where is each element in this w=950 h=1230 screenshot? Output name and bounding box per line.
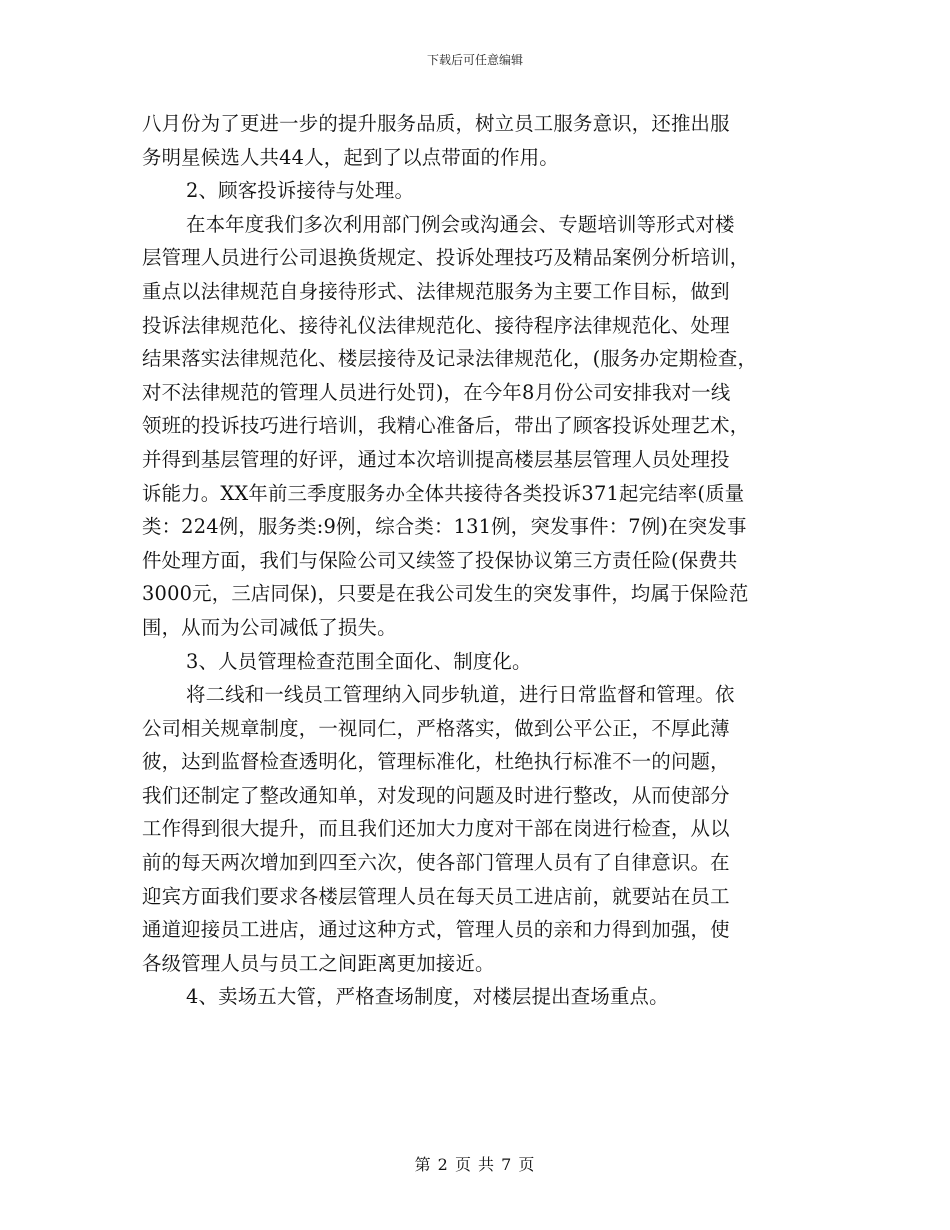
text-line: 通道迎接员工进店，通过这种方式，管理人员的亲和力得到加强，使 (142, 918, 730, 942)
document-body (142, 107, 822, 1014)
text-line: 围，从而为公司减低了损失。 (142, 615, 397, 639)
text-line: 结果落实法律规范化、楼层接待及记录法律规范化，(服务办定期检查， (142, 347, 758, 371)
text-line: 层管理人员进行公司退换货规定、投诉处理技巧及精品案例分析培训， (142, 246, 750, 270)
text-line: 公司相关规章制度，一视同仁，严格落实，做到公平公正，不厚此薄 (142, 716, 730, 740)
text-line: 我们还制定了整改通知单，对发现的问题及时进行整改，从而使部分 (142, 783, 730, 807)
section-heading: 3、人员管理检查范围全面化、制度化。 (186, 649, 532, 673)
page-header: 下载后可任意编辑 (426, 53, 523, 67)
section-heading: 2、顾客投诉接待与处理。 (186, 179, 415, 203)
text-line: 并得到基层管理的好评，通过本次培训提高楼层基层管理人员处理投 (142, 447, 730, 471)
page-footer: 第 2 页 共 7 页 (414, 1155, 536, 1174)
text-line: 前的每天两次增加到四至六次，使各部门管理人员有了自律意识。在 (142, 851, 730, 875)
text-line: 工作得到很大提升，而且我们还加大力度对干部在岗进行检查，从以 (142, 817, 730, 841)
section-heading: 4、卖场五大管，严格查场制度，对楼层提出查场重点。 (186, 985, 669, 1009)
text-line: 类：224例，服务类:9例，综合类：131例，突发事件：7例)在突发事 (142, 515, 747, 539)
text-line: 3000元，三店同保)，只要是在我公司发生的突发事件，均属于保险范 (142, 582, 749, 606)
text-line: 将二线和一线员工管理纳入同步轨道，进行日常监督和管理。依 (186, 683, 735, 707)
text-line: 迎宾方面我们要求各楼层管理人员在每天员工进店前，就要站在员工 (142, 884, 730, 908)
text-line: 领班的投诉技巧进行培训，我精心准备后，带出了顾客投诉处理艺术， (142, 414, 750, 438)
text-line: 务明星候选人共44人，起到了以点带面的作用。 (142, 145, 559, 169)
text-line: 件处理方面，我们与保险公司又续签了投保协议第三方责任险(保费共 (142, 548, 738, 572)
text-line: 投诉法律规范化、接待礼仪法律规范化、接待程序法律规范化、处理 (142, 313, 730, 337)
text-line: 八月份为了更进一步的提升服务品质，树立员工服务意识，还推出服 (142, 112, 730, 135)
text-line: 各级管理人员与员工之间距离更加接近。 (142, 951, 495, 975)
text-line: 彼，达到监督检查透明化，管理标准化，杜绝执行标准不一的问题， (142, 750, 730, 774)
text-line: 对不法律规范的管理人员进行处罚)，在今年8月份公司安排我对一线 (142, 380, 731, 404)
text-line: 诉能力。XX年前三季度服务办全体共接待各类投诉371起完结率(质量 (142, 481, 745, 505)
text-line: 在本年度我们多次利用部门例会或沟通会、专题培训等形式对楼 (186, 212, 735, 236)
text-line: 重点以法律规范自身接待形式、法律规范服务为主要工作目标，做到 (142, 279, 730, 303)
